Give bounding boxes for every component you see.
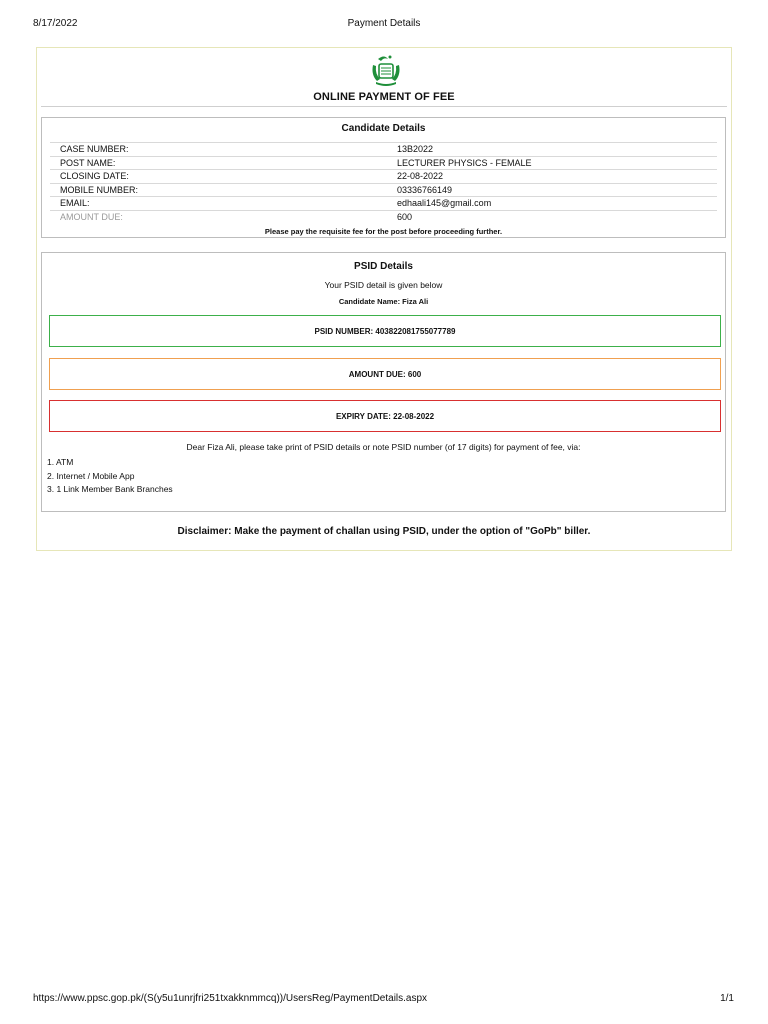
- payment-instruction: Dear Fiza Ali, please take print of PSID details or note PSID number (of 17 digits) for payment of fee, via:: [186, 442, 581, 452]
- candidate-details-section: [41, 117, 726, 238]
- psid-expiry-date: EXPIRY DATE: 22-08-2022: [335, 411, 435, 421]
- table-row: [50, 183, 717, 197]
- case-number-value: 13B2022: [397, 144, 434, 154]
- mobile-number-value: 03336766149: [397, 184, 453, 195]
- table-row: [50, 210, 717, 224]
- list-item: 3. 1 Link Member Bank Branches: [47, 484, 173, 494]
- candidate-name: Candidate Name: Fiza Ali: [338, 297, 429, 306]
- mobile-number-label: MOBILE NUMBER:: [60, 184, 139, 195]
- print-header: [0, 18, 768, 32]
- psid-details-section: [41, 252, 726, 512]
- closing-date-label: CLOSING DATE:: [60, 171, 129, 181]
- amount-due-label: AMOUNT DUE:: [60, 211, 123, 222]
- list-item: 1. ATM: [47, 457, 74, 467]
- print-title: Payment Details: [347, 18, 421, 29]
- closing-date-value: 22-08-2022: [397, 171, 444, 181]
- print-footer: [0, 993, 768, 1007]
- psid-details-title: PSID Details: [354, 261, 413, 272]
- table-row: [50, 156, 717, 170]
- print-date: 8/17/2022: [33, 18, 78, 29]
- psid-amount-due: AMOUNT DUE: 600: [348, 369, 422, 379]
- page-url: https://www.ppsc.gop.pk/(S(y5u1unrjfri251txakknmmcq))/UsersReg/PaymentDetails.aspx: [33, 993, 428, 1004]
- psid-subtitle: Your PSID detail is given below: [324, 280, 443, 290]
- table-row: [50, 196, 717, 210]
- psid-number: PSID NUMBER: 403822081755077789: [314, 326, 456, 336]
- case-number-label: CASE NUMBER:: [60, 144, 129, 154]
- candidate-details-title: Candidate Details: [341, 123, 426, 134]
- post-name-value: LECTURER PHYSICS - FEMALE: [397, 157, 532, 168]
- table-row: [50, 142, 717, 156]
- payment-methods-list: [47, 456, 173, 497]
- email-label: EMAIL:: [60, 198, 90, 208]
- government-emblem-icon: [368, 53, 404, 87]
- payment-panel: [36, 47, 732, 551]
- post-name-label: POST NAME:: [60, 157, 116, 168]
- candidate-details-table: [50, 142, 717, 223]
- disclaimer: Disclaimer: Make the payment of challan using PSID, under the option of "GoPb" biller.: [177, 526, 591, 537]
- page-title: ONLINE PAYMENT OF FEE: [313, 91, 455, 103]
- title-divider: [41, 106, 727, 107]
- psid-number-box: [49, 315, 721, 347]
- list-item: 2. Internet / Mobile App: [47, 470, 135, 481]
- amount-due-value: 600: [397, 211, 413, 222]
- table-row: [50, 169, 717, 183]
- amount-due-box: [49, 358, 721, 390]
- page-count: 1/1: [720, 993, 734, 1004]
- expiry-date-box: [49, 400, 721, 432]
- fee-note: Please pay the requisite fee for the post before proceeding further.: [264, 227, 503, 236]
- email-value: edhaali145@gmail.com: [397, 198, 492, 208]
